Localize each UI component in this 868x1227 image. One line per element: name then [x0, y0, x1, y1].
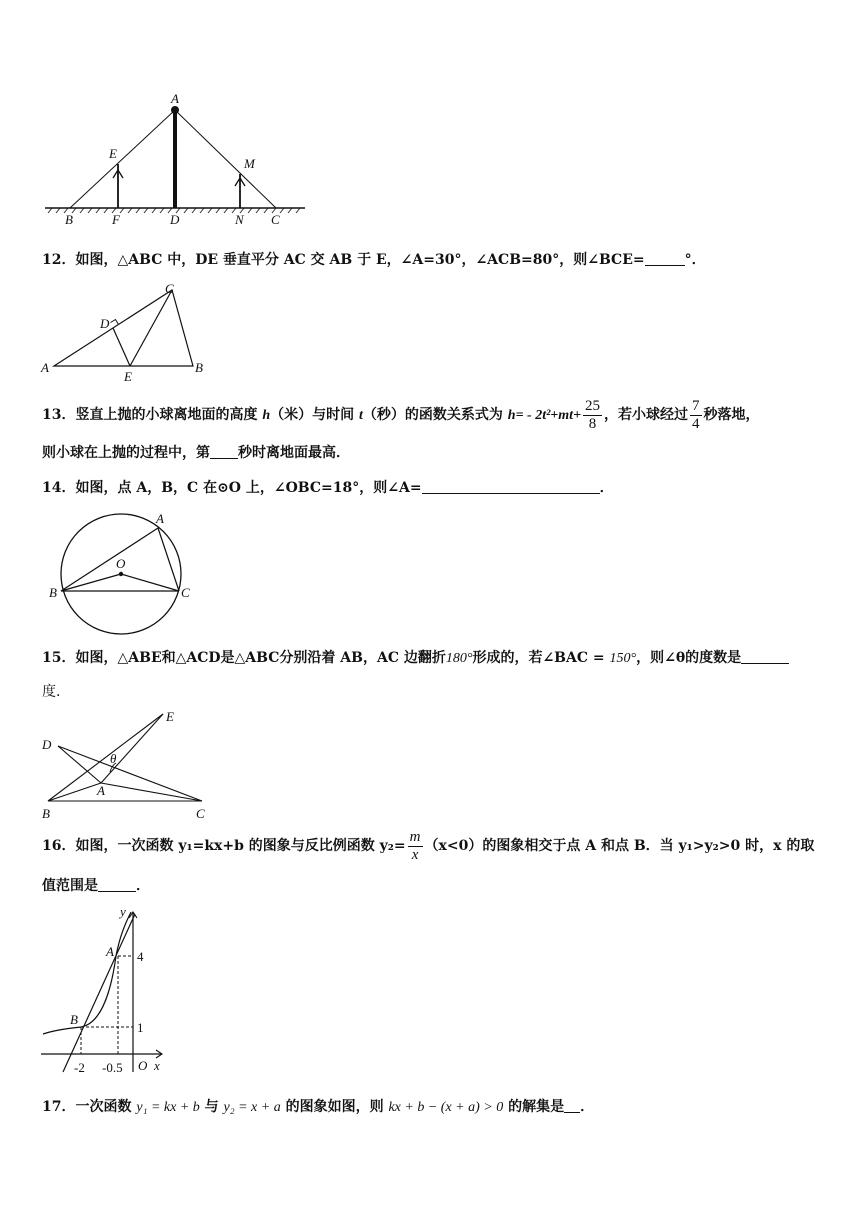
var-t: t — [359, 408, 363, 423]
label-B: B — [42, 806, 50, 821]
question-15 — [42, 648, 789, 669]
question-16 — [42, 826, 814, 866]
question-tail: ． — [136, 878, 150, 894]
question-text: 一次函数 — [75, 1099, 137, 1115]
question-text: 值范围是 — [42, 878, 98, 894]
fraction-7-4 — [690, 398, 702, 433]
label-C: C — [271, 212, 280, 227]
figure-circle-o — [44, 508, 204, 640]
question-text: 竖直上抛的小球离地面的高度 — [75, 407, 263, 423]
figure-triangle-abc — [38, 280, 218, 385]
question-text: 如图，△ABE和△ACD是△ABC分别沿着 AB，AC 边翻折 — [75, 650, 446, 666]
denominator: 8 — [588, 415, 597, 432]
fraction-25-8 — [583, 398, 602, 433]
label-B: B — [49, 585, 57, 600]
label-F: F — [112, 212, 120, 227]
label-minus-0-5: -0.5 — [102, 1060, 123, 1075]
label-C: C — [181, 585, 190, 600]
question-14 — [42, 478, 614, 498]
label-x: x — [154, 1058, 160, 1073]
answer-blank[interactable] — [98, 877, 136, 892]
angle-150: 150° — [609, 651, 637, 666]
label-O: O — [116, 556, 126, 571]
figure-folded-triangles — [38, 705, 218, 823]
question-text: 与 — [199, 1099, 224, 1115]
label-M: M — [244, 156, 255, 171]
question-13 — [42, 393, 760, 437]
label-O: O — [138, 1058, 148, 1073]
equation-y1: y₁ = kx + b — [136, 1100, 200, 1115]
formula: h= - 2t²+mt+ — [507, 408, 582, 423]
question-number: 12． — [42, 252, 76, 268]
label-E: E — [109, 146, 117, 161]
question-text: ，则∠θ的度数是 — [636, 650, 742, 666]
figure-function-graph — [38, 900, 173, 1080]
question-tail: °． — [684, 252, 706, 268]
question-number: 16． — [42, 838, 76, 854]
label-theta: θ — [110, 751, 117, 766]
label-1: 1 — [137, 1020, 144, 1035]
label-C: C — [165, 281, 174, 296]
label-A: A — [106, 944, 114, 959]
numerator: 25 — [585, 397, 601, 414]
question-number: 13． — [42, 407, 76, 423]
answer-blank[interactable] — [210, 444, 238, 459]
denominator: x — [411, 846, 419, 863]
label-D: D — [42, 737, 52, 752]
label-C: C — [196, 806, 205, 821]
label-A: A — [156, 511, 164, 526]
question-text: 度. — [42, 684, 61, 700]
label-E: E — [124, 369, 132, 384]
question-text: （米）与时间 — [270, 407, 360, 423]
figure-street-lamp — [40, 88, 315, 236]
question-number: 14． — [42, 480, 76, 496]
question-text: 如图，一次函数 y₁=kx+b 的图象与反比例函数 y₂= — [75, 838, 406, 854]
answer-blank[interactable] — [741, 649, 789, 664]
label-E: E — [166, 709, 174, 724]
label-A: A — [171, 91, 179, 106]
question-text: 秒时离地面最高． — [238, 445, 350, 461]
question-15-line-2 — [42, 682, 60, 702]
answer-blank[interactable] — [645, 251, 685, 266]
var-h: h — [262, 408, 271, 423]
question-tail: ． — [599, 480, 614, 496]
numerator: m — [409, 828, 421, 845]
angle-180: 180° — [445, 651, 473, 666]
answer-blank[interactable] — [422, 479, 600, 494]
question-text: （x<0）的图象相交于点 A 和点 B．当 y₁>y₂>0 时，x 的取 — [424, 838, 815, 854]
numerator: 7 — [692, 397, 700, 414]
inequality: kx + b − (x + a) > 0 — [388, 1100, 504, 1115]
question-text: 则小球在上抛的过程中，第 — [42, 445, 210, 461]
label-4: 4 — [137, 949, 144, 964]
question-text: （秒）的函数关系式为 — [362, 407, 508, 423]
label-D: D — [100, 316, 110, 331]
fraction-m-x — [408, 829, 423, 864]
question-text: 形成的，若∠BAC = — [472, 650, 610, 666]
label-A: A — [41, 360, 49, 375]
label-B: B — [195, 360, 203, 375]
question-number: 17． — [42, 1099, 76, 1115]
label-B: B — [65, 212, 73, 227]
question-text: 的图象如图，则 — [280, 1099, 389, 1115]
question-17 — [42, 1097, 594, 1118]
label-D: D — [170, 212, 180, 227]
question-16-line-2 — [42, 876, 150, 896]
answer-blank[interactable] — [564, 1098, 580, 1113]
question-12 — [42, 250, 706, 270]
denominator: 4 — [692, 415, 700, 432]
question-number: 15． — [42, 650, 76, 666]
question-tail: ． — [580, 1099, 595, 1115]
label-B: B — [70, 1012, 78, 1027]
label-A: A — [97, 783, 105, 798]
question-text: ，若小球经过 — [604, 407, 689, 423]
equation-y2: y₂ = x + a — [223, 1100, 281, 1115]
label-minus-2: -2 — [74, 1060, 85, 1075]
label-y: y — [120, 904, 126, 919]
question-text: 如图，△ABC 中，DE 垂直平分 AC 交 AB 于 E，∠A=30°，∠ACB=80°，则∠BCE= — [75, 252, 645, 268]
question-text: 的解集是 — [503, 1099, 565, 1115]
question-13-line-2 — [42, 443, 350, 463]
question-text: 秒落地， — [703, 407, 760, 423]
label-N: N — [235, 212, 244, 227]
question-text: 如图，点 A，B，C 在⊙O 上，∠OBC=18°，则∠A= — [75, 480, 422, 496]
